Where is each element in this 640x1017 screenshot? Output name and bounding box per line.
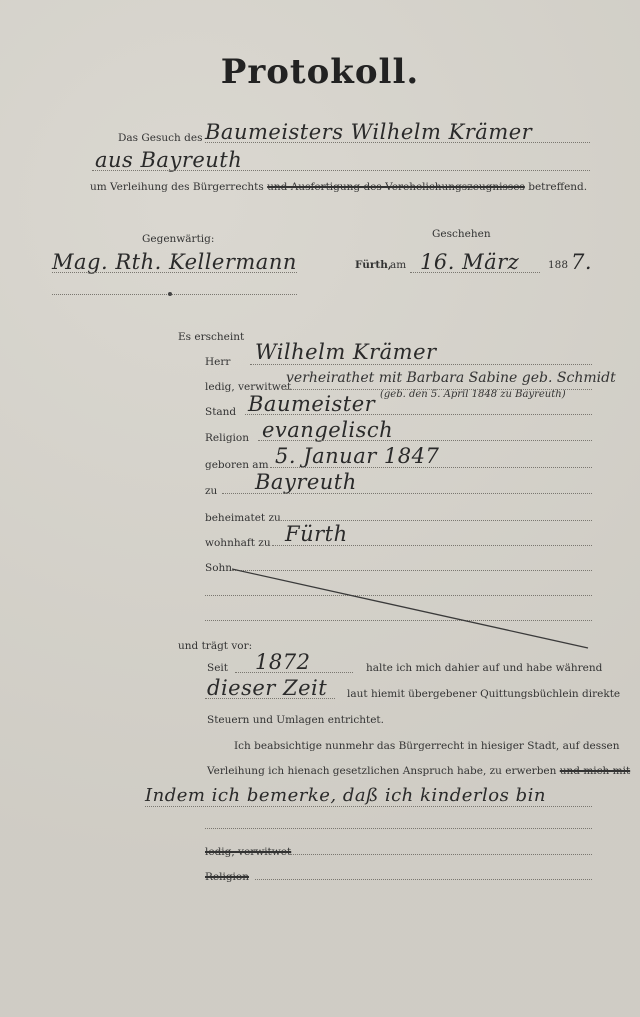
zu-label: zu [205, 485, 218, 497]
status-note: (geb. den 5. April 1848 zu Bayreuth) [380, 389, 566, 400]
stand-value: Baumeister [248, 392, 376, 416]
status-value: verheirathet mit Barbara Sabine geb. Schmidt [286, 370, 616, 386]
traegt-vor: und trägt vor: [178, 640, 253, 652]
dotted-line [205, 698, 335, 699]
para2-line1: Ich beabsichtige nunmehr das Bürgerrecht in hiesiger Stadt, auf dessen [234, 740, 620, 752]
religion-label: Religion [205, 432, 249, 444]
seit-text: halte ich mich dahier auf und habe während [366, 662, 603, 674]
geboren-label: geboren am [205, 459, 269, 471]
para2-struck: und mich mit [559, 765, 631, 777]
zu-value: Bayreuth [255, 470, 357, 494]
gegenwaertig-value: Mag. Rth. Kellermann [52, 250, 297, 274]
gesuch-prefix: Das Gesuch des [118, 132, 203, 144]
sohn-label: Sohn [205, 562, 233, 574]
zeit-text: laut hiemit übergebener Quittungsbüchlein direkte [347, 688, 621, 700]
year-handwritten: 7. [571, 250, 593, 274]
dotted-line [235, 672, 353, 673]
zeit-value: dieser Zeit [207, 676, 328, 700]
stand-label: Stand [205, 406, 237, 418]
wohnhaft-value: Fürth [285, 522, 348, 546]
dotted-line [145, 806, 592, 807]
para2-line2-wrap [207, 765, 630, 777]
es-erscheint: Es erscheint [178, 331, 245, 343]
page-title: Protokoll. [220, 52, 420, 92]
geboren-value: 5. Januar 1847 [275, 444, 440, 468]
gesuch-handwritten-2: aus Bayreuth [95, 148, 243, 172]
gegenwaertig-label: Gegenwärtig: [142, 233, 215, 245]
status-ledig: ledig, [205, 381, 235, 393]
wohnhaft-label: wohnhaft zu [205, 537, 271, 549]
seit-label: Seit [207, 662, 228, 674]
year-printed: 188 [548, 259, 569, 271]
place-label: Fürth, [355, 259, 392, 271]
para2-line2: Verleihung ich hienach gesetzlichen Anspruch habe, zu erwerben [207, 765, 557, 777]
purpose-struck: und Ausfertigung des Verehelichungszeugnisses [267, 181, 525, 193]
status-verwitwet: verwitwet [238, 381, 292, 393]
date-day-month: 16. März [420, 250, 520, 274]
gesuch-handwritten-1: Baumeisters Wilhelm Krämer [205, 120, 533, 144]
struck-ledig: ledig, verwitwet [205, 846, 292, 858]
steuern-text: Steuern und Umlagen entrichtet. [207, 714, 384, 726]
herr-value: Wilhelm Krämer [255, 340, 437, 364]
geschehen-label: Geschehen [432, 228, 491, 240]
purpose-text: um Verleihung des Bürgerrechts [90, 181, 264, 193]
handwritten-final: Indem ich bemerke, daß ich kinderlos bin [145, 785, 546, 806]
am-label: am [390, 259, 407, 271]
religion-value: evangelisch [262, 418, 394, 442]
purpose-end: betreffend. [528, 181, 588, 193]
struck-religion: Religion [205, 871, 249, 883]
dotted-line [205, 828, 592, 829]
seit-value: 1872 [255, 650, 311, 674]
herr-label: Herr [205, 356, 231, 368]
dotted-line [255, 879, 592, 880]
beheimatet-label: beheimatet zu [205, 512, 281, 524]
dotted-line [290, 854, 592, 855]
